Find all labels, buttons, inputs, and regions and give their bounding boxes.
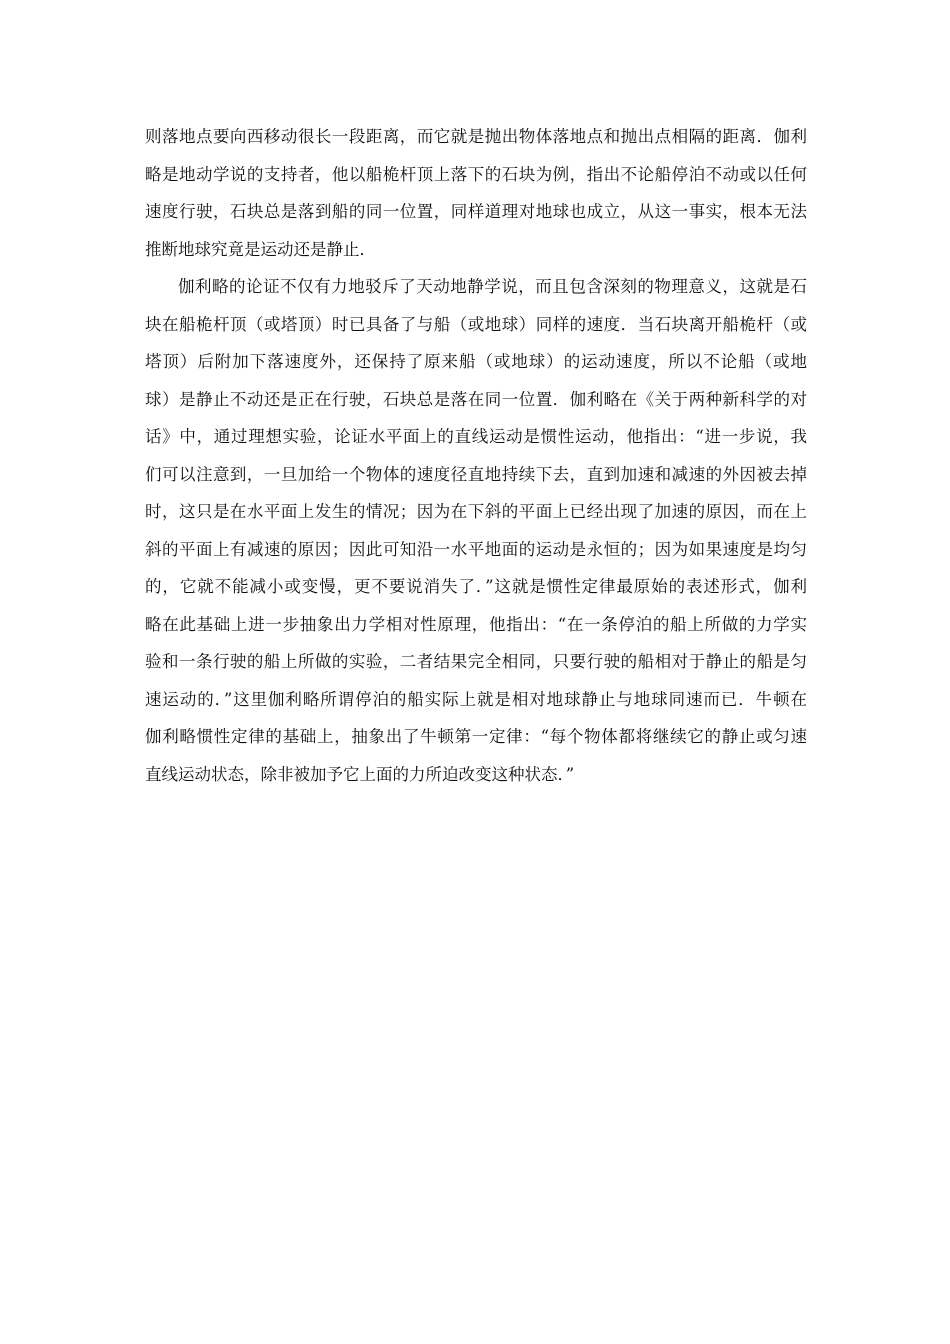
paragraph-line: 直线运动状态，除非被加予它上面的力所迫改变这种状态．” bbox=[145, 764, 575, 784]
paragraph-line: 话》中，通过理想实验，论证水平面上的直线运动是惯性运动，他指出：“进一步说，我 bbox=[145, 427, 807, 446]
paragraph-line: 们可以注意到，一旦加给一个物体的速度径直地持续下去，直到加速和减速的外因被去掉 bbox=[145, 464, 807, 484]
paragraph-1 bbox=[145, 118, 807, 268]
document-body bbox=[145, 118, 807, 793]
paragraph-line: 塔顶）后附加下落速度外，还保持了原来船（或地球）的运动速度，所以不论船（或地 bbox=[145, 352, 807, 371]
paragraph-line: 伽利略的论证不仅有力地驳斥了天动地静学说，而且包含深刻的物理意义，这就是石 bbox=[178, 277, 807, 296]
paragraph-line: 则落地点要向西移动很长一段距离，而它就是抛出物体落地点和抛出点相隔的距离．伽利 bbox=[145, 127, 807, 146]
paragraph-line: 斜的平面上有减速的原因；因此可知沿一水平地面的运动是永恒的；因为如果速度是均匀 bbox=[145, 539, 807, 559]
paragraph-line: 速运动的．”这里伽利略所谓停泊的船实际上就是相对地球静止与地球同速而已．牛顿在 bbox=[145, 689, 807, 709]
paragraph-line: 略是地动学说的支持者，他以船桅杆顶上落下的石块为例，指出不论船停泊不动或以任何 bbox=[145, 164, 807, 184]
paragraph-line: 伽利略惯性定律的基础上，抽象出了牛顿第一定律：“每个物体都将继续它的静止或匀速 bbox=[145, 727, 807, 746]
paragraph-line: 速度行驶，石块总是落到船的同一位置，同样道理对地球也成立，从这一事实，根本无法 bbox=[145, 202, 807, 221]
paragraph-line: 时，这只是在水平面上发生的情况；因为在下斜的平面上已经出现了加速的原因，而在上 bbox=[145, 502, 807, 521]
paragraph-line: 验和一条行驶的船上所做的实验，二者结果完全相同，只要行驶的船相对于静止的船是匀 bbox=[145, 652, 807, 671]
paragraph-2 bbox=[145, 268, 807, 793]
paragraph-line: 块在船桅杆顶（或塔顶）时已具备了与船（或地球）同样的速度．当石块离开船桅杆（或 bbox=[145, 314, 807, 334]
paragraph-line: 的，它就不能减小或变慢，更不要说消失了．”这就是惯性定律最原始的表述形式，伽利 bbox=[145, 577, 807, 596]
paragraph-line: 略在此基础上进一步抽象出力学相对性原理，他指出：“在一条停泊的船上所做的力学实 bbox=[145, 614, 807, 634]
paragraph-line: 推断地球究竟是运动还是静止． bbox=[145, 239, 376, 259]
paragraph-line: 球）是静止不动还是正在行驶，石块总是落在同一位置．伽利略在《关于两种新科学的对 bbox=[145, 389, 807, 409]
